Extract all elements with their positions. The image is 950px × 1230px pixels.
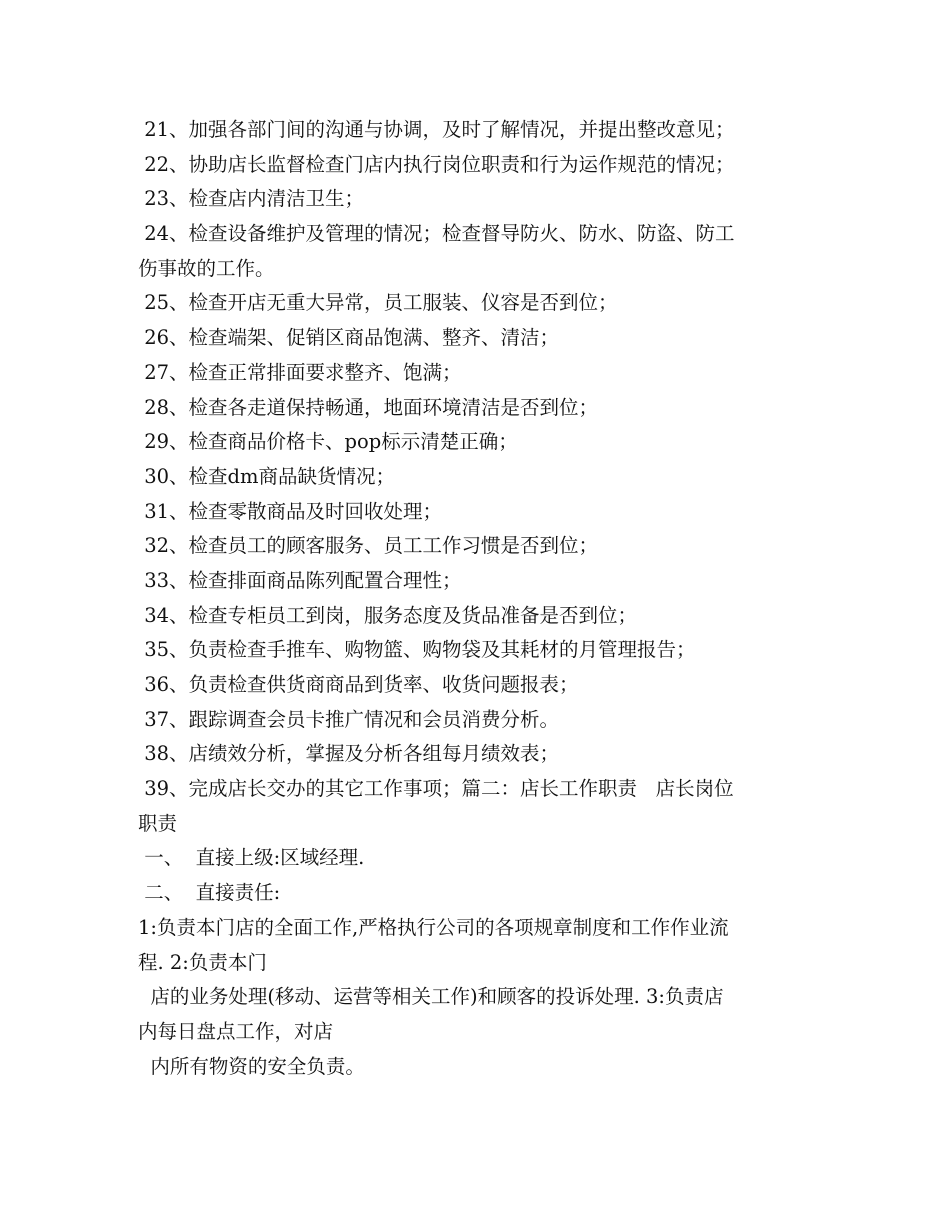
text-line: 内每日盘点工作，对店 bbox=[138, 1019, 334, 1043]
text-line: 职责 bbox=[138, 811, 178, 835]
text-line: 37、跟踪调查会员卡推广情况和会员消费分析。 bbox=[138, 707, 560, 731]
text-line: 内所有物资的安全负责。 bbox=[138, 1054, 365, 1078]
text-line: 33、检查排面商品陈列配置合理性； bbox=[138, 568, 462, 592]
text-line: 伤事故的工作。 bbox=[138, 256, 275, 280]
text-line: 35、负责检查手推车、购物篮、购物袋及其耗材的月管理报告； bbox=[138, 638, 696, 662]
text-line: 30、检查dm商品缺货情况； bbox=[138, 464, 395, 488]
text-line: 一、 直接上级:区域经理. bbox=[138, 846, 365, 870]
text-line: 店的业务处理(移动、运营等相关工作)和顾客的投诉处理. 3:负责店 bbox=[138, 985, 724, 1009]
text-line: 24、检查设备维护及管理的情况；检查督导防火、防水、防盗、防工 bbox=[138, 222, 735, 246]
text-line: 38、店绩效分析，掌握及分析各组每月绩效表； bbox=[138, 742, 560, 766]
text-line: 1:负责本门店的全面工作,严格执行公司的各项规章制度和工作作业流 bbox=[138, 915, 729, 939]
text-line: 23、检查店内清洁卫生； bbox=[138, 187, 365, 211]
text-line: 22、协助店长监督检查门店内执行岗位职责和行为运作规范的情况； bbox=[138, 152, 735, 176]
text-line: 31、检查零散商品及时回收处理； bbox=[138, 499, 443, 523]
document-body bbox=[138, 113, 818, 1084]
text-line: 程. 2:负责本门 bbox=[138, 950, 267, 974]
text-line: 28、检查各走道保持畅通，地面环境清洁是否到位； bbox=[138, 395, 599, 419]
text-line: 21、加强各部门间的沟通与协调，及时了解情况，并提出整改意见； bbox=[138, 118, 735, 141]
text-line: 39、完成店长交办的其它工作事项；篇二：店长工作职责 店长岗位 bbox=[138, 777, 734, 801]
text-line: 29、检查商品价格卡、pop标示清楚正确； bbox=[138, 430, 518, 454]
text-line: 34、检查专柜员工到岗，服务态度及货品准备是否到位； bbox=[138, 603, 638, 627]
text-line: 32、检查员工的顾客服务、员工工作习惯是否到位； bbox=[138, 534, 599, 558]
text-line: 27、检查正常排面要求整齐、饱满； bbox=[138, 360, 462, 384]
text-line: 26、检查端架、促销区商品饱满、整齐、清洁； bbox=[138, 326, 560, 350]
text-line: 36、负责检查供货商商品到货率、收货问题报表； bbox=[138, 673, 579, 696]
text-line: 二、 直接责任: bbox=[138, 881, 281, 905]
text-line: 25、检查开店无重大异常，员工服装、仪容是否到位； bbox=[138, 291, 618, 315]
